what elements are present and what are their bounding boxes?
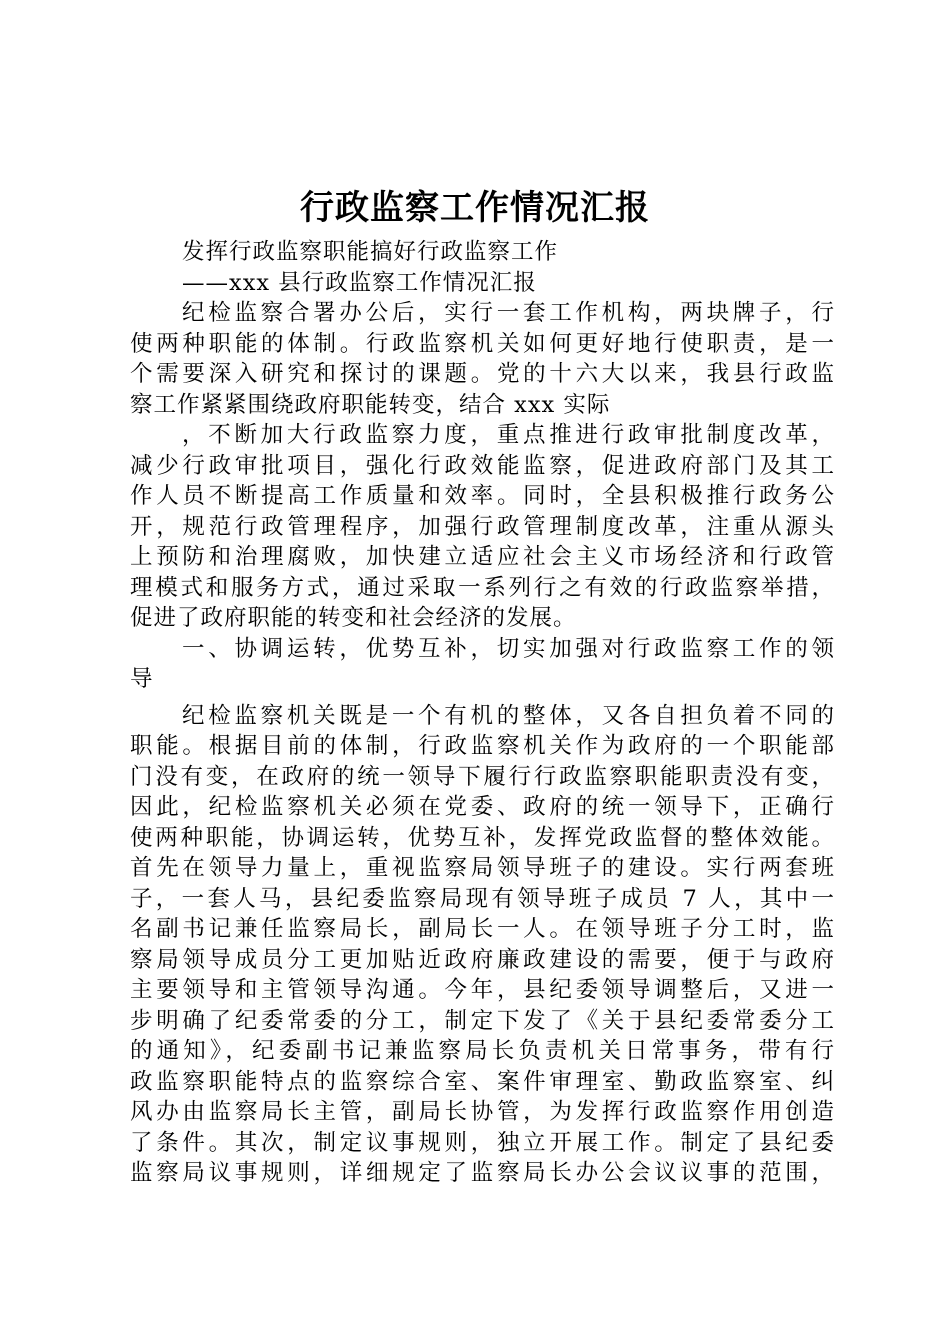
document-title: 行政监察工作情况汇报	[300, 188, 650, 228]
body-line: 察局领导成员分工更加贴近政府廉政建设的需要，便于与政府	[130, 946, 835, 973]
body-line: 使两种职能，协调运转，优势互补，发挥党政监督的整体效能。	[130, 824, 835, 851]
body-line: 监察局议事规则，详细规定了监察局长办公会议议事的范围，	[130, 1160, 835, 1186]
body-line: 门没有变，在政府的统一领导下履行行政监察职能职责没有变，	[130, 763, 835, 790]
body-line: 首先在领导力量上，重视监察局领导班子的建设。实行两套班	[130, 855, 835, 881]
body-line: 政监察职能特点的监察综合室、案件审理室、勤政监察室、纠	[130, 1068, 835, 1095]
body-line: 子，一套人马，县纪委监察局现有领导班子成员 7 人，其中一	[130, 885, 835, 912]
body-line: 开，规范行政管理程序，加强行政管理制度改革，注重从源头	[130, 513, 835, 540]
body-line: 的通知》，纪委副书记兼监察局长负责机关日常事务，带有行	[130, 1038, 835, 1064]
body-line: 职能。根据目前的体制，行政监察机关作为政府的一个职能部	[130, 733, 835, 759]
subtitle-2: ——xxx 县行政监察工作情况汇报	[182, 269, 537, 296]
body-line: 名副书记兼任监察局长，副局长一人。在领导班子分工时，监	[130, 916, 835, 942]
body-line: 步明确了纪委常委的分工，制定下发了《关于县纪委常委分工	[130, 1007, 835, 1034]
body-line: 上预防和治理腐败，加快建立适应社会主义市场经济和行政管	[130, 544, 835, 570]
body-line: 纪检监察机关既是一个有机的整体，又各自担负着不同的	[182, 702, 835, 729]
body-line: 风办由监察局长主管，副局长协管，为发挥行政监察作用创造	[130, 1099, 835, 1125]
body-line: 纪检监察合署办公后，实行一套工作机构，两块牌子，行	[182, 300, 835, 326]
subtitle: 发挥行政监察职能搞好行政监察工作	[182, 239, 559, 265]
body-line: 促进了政府职能的转变和社会经济的发展。	[130, 605, 577, 631]
body-line: 察工作紧紧围绕政府职能转变，结合 xxx 实际	[130, 391, 611, 418]
body-line: 使两种职能的体制。行政监察机关如何更好地行使职责，是一	[130, 330, 835, 357]
section-heading: 一、协调运转，优势互补，切实加强对行政监察工作的领	[182, 635, 835, 662]
body-line: 主要领导和主管领导沟通。今年，县纪委领导调整后，又进一	[130, 977, 835, 1003]
section-heading-cont: 导	[130, 666, 154, 692]
body-line: 个需要深入研究和探讨的课题。党的十六大以来，我县行政监	[130, 361, 835, 387]
body-line: 因此，纪检监察机关必须在党委、政府的统一领导下，正确行	[130, 794, 835, 820]
body-line: 作人员不断提高工作质量和效率。同时，全县积极推行政务公	[130, 483, 835, 509]
body-line: 了条件。其次，制定议事规则，独立开展工作。制定了县纪委	[130, 1129, 835, 1156]
body-line: 减少行政审批项目，强化行政效能监察，促进政府部门及其工	[130, 452, 835, 479]
body-line: ，不断加大行政监察力度，重点推进行政审批制度改革，	[182, 422, 835, 448]
document-body	[130, 237, 835, 1189]
body-line: 理模式和服务方式，通过采取一系列行之有效的行政监察举措，	[130, 574, 835, 601]
